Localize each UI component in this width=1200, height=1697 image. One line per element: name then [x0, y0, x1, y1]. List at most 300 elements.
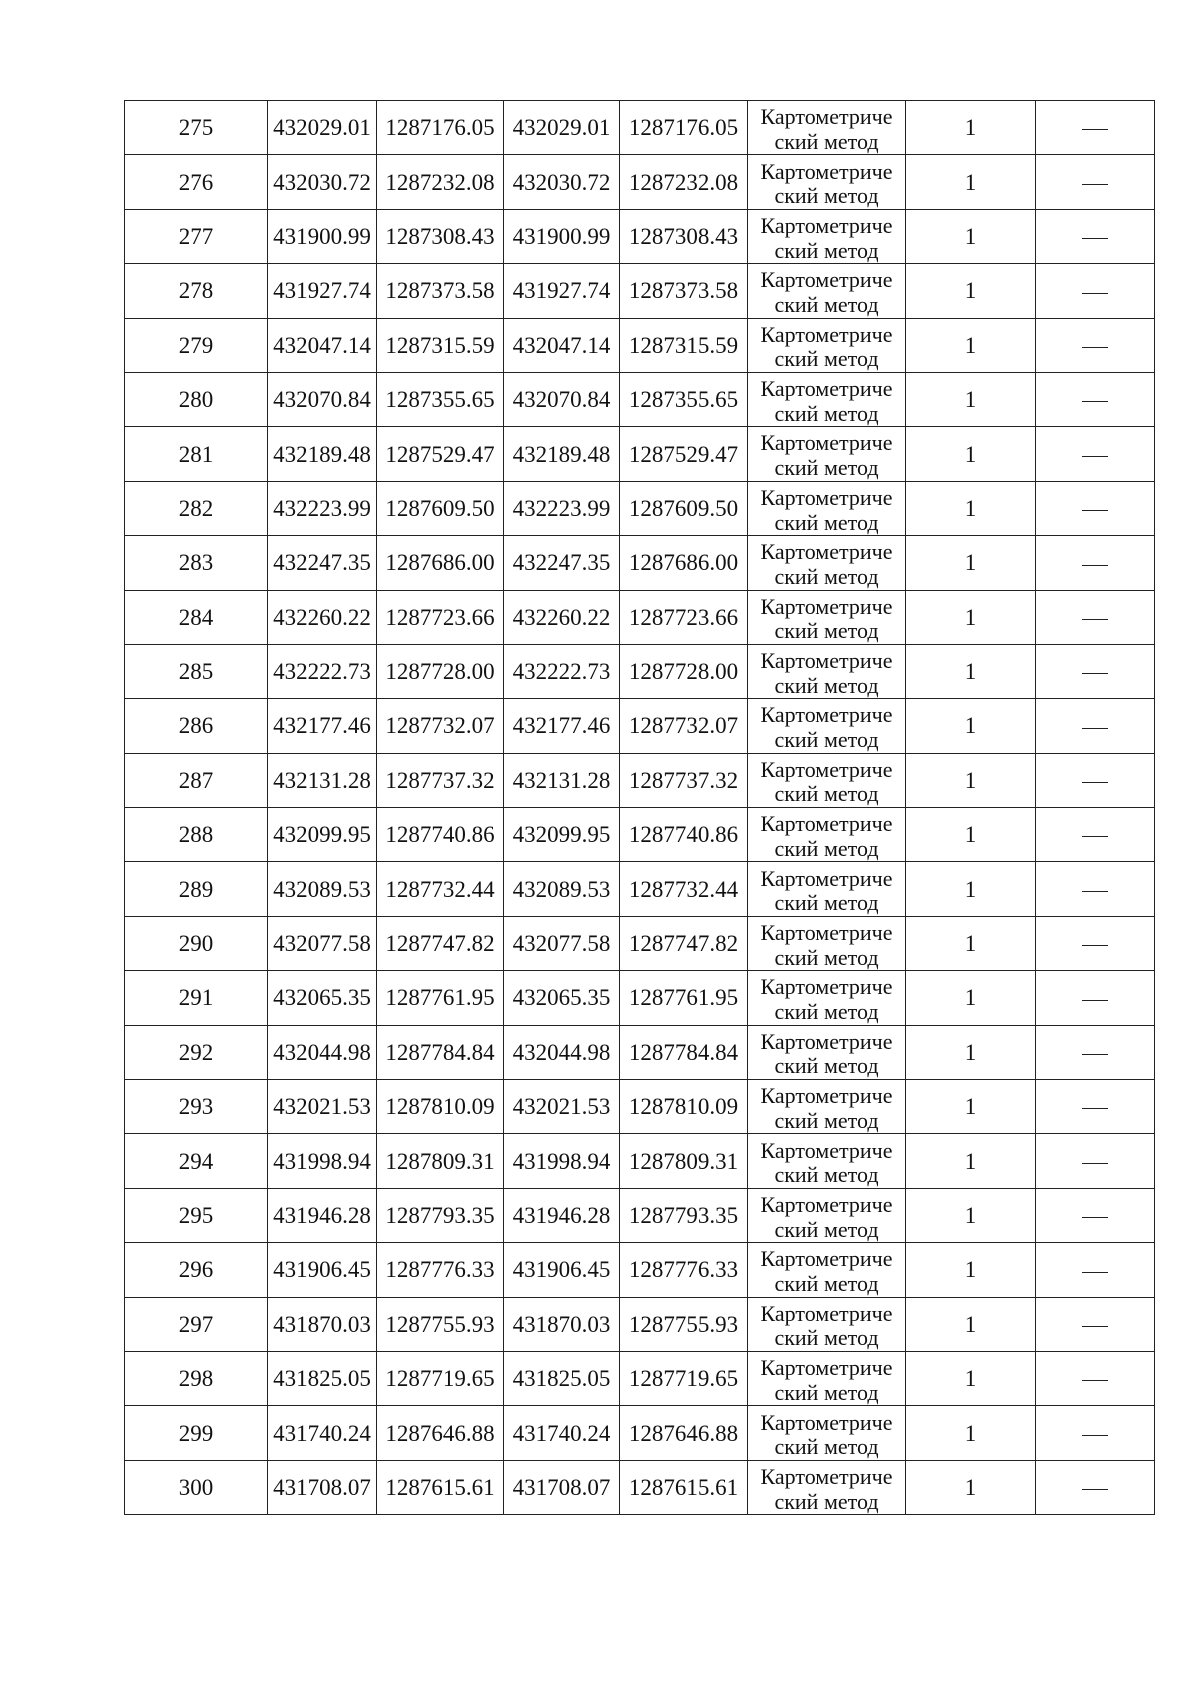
x-existing-cell: 431740.24 — [268, 1406, 377, 1460]
method-text-line2: ский метод — [774, 618, 879, 644]
accuracy-cell: 1 — [906, 644, 1036, 698]
accuracy-cell: 1 — [906, 155, 1036, 209]
em-dash-mark — [1082, 1054, 1108, 1055]
y-existing-cell: 1287755.93 — [377, 1297, 504, 1351]
point-number-cell: 275 — [125, 101, 268, 155]
note-cell — [1036, 155, 1155, 209]
note-cell — [1036, 372, 1155, 426]
method-cell — [748, 318, 906, 372]
method-text-line1: Картометриче — [760, 974, 893, 1000]
x-new-cell: 432089.53 — [504, 862, 620, 916]
point-number-cell: 290 — [125, 916, 268, 970]
x-existing-cell: 431708.07 — [268, 1460, 377, 1514]
method-text-line1: Картометриче — [760, 1028, 893, 1054]
table-row — [125, 644, 1155, 698]
method-cell — [748, 644, 906, 698]
accuracy-cell: 1 — [906, 590, 1036, 644]
method-text-line1: Картометриче — [760, 1300, 893, 1326]
point-number-cell: 291 — [125, 971, 268, 1025]
x-new-cell: 432030.72 — [504, 155, 620, 209]
accuracy-cell: 1 — [906, 209, 1036, 263]
note-cell — [1036, 481, 1155, 535]
method-cell — [748, 1080, 906, 1134]
x-new-cell: 432189.48 — [504, 427, 620, 481]
method-cell — [748, 101, 906, 155]
x-existing-cell: 432065.35 — [268, 971, 377, 1025]
table-row — [125, 209, 1155, 263]
em-dash-mark — [1082, 1163, 1108, 1164]
point-number-cell: 277 — [125, 209, 268, 263]
note-cell — [1036, 862, 1155, 916]
accuracy-cell: 1 — [906, 427, 1036, 481]
em-dash-mark — [1082, 619, 1108, 620]
note-cell — [1036, 1351, 1155, 1405]
table-row — [125, 481, 1155, 535]
note-cell — [1036, 1025, 1155, 1079]
y-existing-cell: 1287810.09 — [377, 1080, 504, 1134]
x-new-cell: 432131.28 — [504, 753, 620, 807]
method-cell — [748, 590, 906, 644]
x-new-cell: 432047.14 — [504, 318, 620, 372]
note-cell — [1036, 590, 1155, 644]
em-dash-mark — [1082, 673, 1108, 674]
y-new-cell: 1287646.88 — [620, 1406, 748, 1460]
method-cell — [748, 808, 906, 862]
y-new-cell: 1287315.59 — [620, 318, 748, 372]
y-new-cell: 1287737.32 — [620, 753, 748, 807]
method-text-line1: Картометриче — [760, 593, 893, 619]
y-existing-cell: 1287315.59 — [377, 318, 504, 372]
point-number-cell: 279 — [125, 318, 268, 372]
y-new-cell: 1287793.35 — [620, 1188, 748, 1242]
table-row — [125, 590, 1155, 644]
y-existing-cell: 1287732.44 — [377, 862, 504, 916]
method-text-line2: ский метод — [774, 1325, 879, 1351]
method-text-line1: Картометриче — [760, 920, 893, 945]
em-dash-mark — [1082, 728, 1108, 729]
em-dash-mark — [1082, 1489, 1108, 1490]
em-dash-mark — [1082, 293, 1108, 294]
method-text-line1: Картометриче — [760, 756, 893, 782]
point-number-cell: 284 — [125, 590, 268, 644]
y-existing-cell: 1287784.84 — [377, 1025, 504, 1079]
point-number-cell: 288 — [125, 808, 268, 862]
x-existing-cell: 431998.94 — [268, 1134, 377, 1188]
accuracy-cell: 1 — [906, 699, 1036, 753]
point-number-cell: 289 — [125, 862, 268, 916]
method-text-line2: ский метод — [774, 509, 879, 535]
x-new-cell: 432099.95 — [504, 808, 620, 862]
em-dash-mark — [1082, 456, 1108, 457]
em-dash-mark — [1082, 401, 1108, 402]
x-existing-cell: 432047.14 — [268, 318, 377, 372]
point-number-cell: 276 — [125, 155, 268, 209]
x-new-cell: 432177.46 — [504, 699, 620, 753]
note-cell — [1036, 427, 1155, 481]
y-new-cell: 1287686.00 — [620, 536, 748, 590]
table-row — [125, 536, 1155, 590]
y-existing-cell: 1287719.65 — [377, 1351, 504, 1405]
y-existing-cell: 1287747.82 — [377, 916, 504, 970]
accuracy-cell: 1 — [906, 971, 1036, 1025]
x-existing-cell: 431946.28 — [268, 1188, 377, 1242]
point-number-cell: 297 — [125, 1297, 268, 1351]
x-new-cell: 432065.35 — [504, 971, 620, 1025]
note-cell — [1036, 699, 1155, 753]
y-new-cell: 1287723.66 — [620, 590, 748, 644]
y-existing-cell: 1287176.05 — [377, 101, 504, 155]
y-new-cell: 1287747.82 — [620, 916, 748, 970]
y-existing-cell: 1287529.47 — [377, 427, 504, 481]
method-cell — [748, 1351, 906, 1405]
point-number-cell: 280 — [125, 372, 268, 426]
x-existing-cell: 432223.99 — [268, 481, 377, 535]
y-new-cell: 1287755.93 — [620, 1297, 748, 1351]
y-existing-cell: 1287732.07 — [377, 699, 504, 753]
method-text-line2: ский метод — [774, 400, 879, 426]
y-existing-cell: 1287793.35 — [377, 1188, 504, 1242]
note-cell — [1036, 1297, 1155, 1351]
y-existing-cell: 1287373.58 — [377, 264, 504, 318]
accuracy-cell: 1 — [906, 536, 1036, 590]
method-text-line1: Картометриче — [760, 702, 893, 728]
em-dash-mark — [1082, 184, 1108, 185]
method-text-line2: ский метод — [774, 1434, 879, 1460]
y-new-cell: 1287728.00 — [620, 644, 748, 698]
note-cell — [1036, 1243, 1155, 1297]
table-row — [125, 1080, 1155, 1134]
method-text-line1: Картометриче — [760, 376, 893, 402]
method-text-line2: ский метод — [774, 291, 879, 317]
y-existing-cell: 1287776.33 — [377, 1243, 504, 1297]
method-text-line1: Картометриче — [760, 1137, 893, 1163]
table-row — [125, 1188, 1155, 1242]
em-dash-mark — [1082, 945, 1108, 946]
accuracy-cell: 1 — [906, 1351, 1036, 1405]
x-existing-cell: 431906.45 — [268, 1243, 377, 1297]
table-body — [125, 101, 1155, 1515]
accuracy-cell: 1 — [906, 1188, 1036, 1242]
x-existing-cell: 431927.74 — [268, 264, 377, 318]
note-cell — [1036, 916, 1155, 970]
method-text-line2: ский метод — [774, 944, 879, 970]
accuracy-cell: 1 — [906, 808, 1036, 862]
table-row — [125, 1351, 1155, 1405]
note-cell — [1036, 971, 1155, 1025]
method-text-line1: Картометриче — [760, 539, 893, 565]
method-text-line2: ский метод — [774, 237, 879, 263]
x-existing-cell: 432177.46 — [268, 699, 377, 753]
y-existing-cell: 1287615.61 — [377, 1460, 504, 1514]
accuracy-cell: 1 — [906, 916, 1036, 970]
method-text-line2: ский метод — [774, 672, 879, 698]
method-text-line1: Картометриче — [760, 430, 893, 456]
note-cell — [1036, 209, 1155, 263]
table-row — [125, 155, 1155, 209]
method-cell — [748, 209, 906, 263]
x-new-cell: 431998.94 — [504, 1134, 620, 1188]
method-text-line2: ский метод — [774, 890, 879, 916]
x-new-cell: 431825.05 — [504, 1351, 620, 1405]
accuracy-cell: 1 — [906, 1080, 1036, 1134]
x-new-cell: 432223.99 — [504, 481, 620, 535]
table-row — [125, 1406, 1155, 1460]
y-new-cell: 1287776.33 — [620, 1243, 748, 1297]
table-row — [125, 971, 1155, 1025]
method-text-line2: ский метод — [774, 183, 879, 209]
em-dash-mark — [1082, 129, 1108, 130]
y-new-cell: 1287784.84 — [620, 1025, 748, 1079]
table-row — [125, 753, 1155, 807]
method-text-line2: ский метод — [774, 1162, 879, 1188]
method-text-line1: Картометриче — [760, 267, 893, 293]
table-row — [125, 372, 1155, 426]
point-number-cell: 286 — [125, 699, 268, 753]
method-text-line1: Картометриче — [760, 321, 893, 347]
point-number-cell: 294 — [125, 1134, 268, 1188]
accuracy-cell: 1 — [906, 101, 1036, 155]
x-new-cell: 432247.35 — [504, 536, 620, 590]
y-new-cell: 1287810.09 — [620, 1080, 748, 1134]
x-new-cell: 431708.07 — [504, 1460, 620, 1514]
y-new-cell: 1287529.47 — [620, 427, 748, 481]
table-row — [125, 427, 1155, 481]
method-text-line2: ский метод — [774, 1053, 879, 1079]
x-new-cell: 431906.45 — [504, 1243, 620, 1297]
table-row — [125, 1243, 1155, 1297]
point-number-cell: 287 — [125, 753, 268, 807]
accuracy-cell: 1 — [906, 1297, 1036, 1351]
y-new-cell: 1287176.05 — [620, 101, 748, 155]
method-cell — [748, 862, 906, 916]
accuracy-cell: 1 — [906, 372, 1036, 426]
x-existing-cell: 432222.73 — [268, 644, 377, 698]
method-text-line2: ский метод — [774, 727, 879, 753]
em-dash-mark — [1082, 836, 1108, 837]
y-new-cell: 1287719.65 — [620, 1351, 748, 1405]
x-new-cell: 431870.03 — [504, 1297, 620, 1351]
accuracy-cell: 1 — [906, 1025, 1036, 1079]
x-existing-cell: 432030.72 — [268, 155, 377, 209]
method-text-line1: Картометриче — [760, 158, 893, 184]
note-cell — [1036, 644, 1155, 698]
x-existing-cell: 432260.22 — [268, 590, 377, 644]
table-row — [125, 699, 1155, 753]
y-existing-cell: 1287809.31 — [377, 1134, 504, 1188]
method-text-line1: Картометриче — [760, 1246, 893, 1272]
x-existing-cell: 432131.28 — [268, 753, 377, 807]
accuracy-cell: 1 — [906, 862, 1036, 916]
em-dash-mark — [1082, 1108, 1108, 1109]
note-cell — [1036, 536, 1155, 590]
y-new-cell: 1287373.58 — [620, 264, 748, 318]
x-new-cell: 432029.01 — [504, 101, 620, 155]
table-row — [125, 1297, 1155, 1351]
y-existing-cell: 1287232.08 — [377, 155, 504, 209]
em-dash-mark — [1082, 565, 1108, 566]
accuracy-cell: 1 — [906, 264, 1036, 318]
method-cell — [748, 427, 906, 481]
note-cell — [1036, 318, 1155, 372]
accuracy-cell: 1 — [906, 318, 1036, 372]
x-new-cell: 432044.98 — [504, 1025, 620, 1079]
y-new-cell: 1287609.50 — [620, 481, 748, 535]
em-dash-mark — [1082, 782, 1108, 783]
accuracy-cell: 1 — [906, 753, 1036, 807]
note-cell — [1036, 1406, 1155, 1460]
method-cell — [748, 1134, 906, 1188]
point-number-cell: 285 — [125, 644, 268, 698]
coordinates-table — [124, 100, 1155, 1515]
x-new-cell: 431740.24 — [504, 1406, 620, 1460]
x-new-cell: 432222.73 — [504, 644, 620, 698]
method-cell — [748, 1297, 906, 1351]
x-existing-cell: 432029.01 — [268, 101, 377, 155]
table-row — [125, 318, 1155, 372]
method-text-line2: ский метод — [774, 1488, 879, 1514]
method-text-line2: ский метод — [774, 346, 879, 372]
point-number-cell: 292 — [125, 1025, 268, 1079]
y-new-cell: 1287355.65 — [620, 372, 748, 426]
accuracy-cell: 1 — [906, 1134, 1036, 1188]
note-cell — [1036, 1460, 1155, 1514]
point-number-cell: 281 — [125, 427, 268, 481]
method-text-line2: ский метод — [774, 835, 879, 861]
y-existing-cell: 1287723.66 — [377, 590, 504, 644]
method-cell — [748, 1025, 906, 1079]
em-dash-mark — [1082, 1217, 1108, 1218]
x-new-cell: 431927.74 — [504, 264, 620, 318]
method-text-line2: ский метод — [774, 781, 879, 807]
x-existing-cell: 432089.53 — [268, 862, 377, 916]
method-text-line2: ский метод — [774, 1270, 879, 1296]
table-row — [125, 862, 1155, 916]
point-number-cell: 299 — [125, 1406, 268, 1460]
table-row — [125, 264, 1155, 318]
x-existing-cell: 432099.95 — [268, 808, 377, 862]
em-dash-mark — [1082, 1000, 1108, 1001]
method-text-line1: Картометриче — [760, 104, 893, 130]
y-new-cell: 1287308.43 — [620, 209, 748, 263]
em-dash-mark — [1082, 891, 1108, 892]
method-cell — [748, 916, 906, 970]
method-text-line2: ский метод — [774, 1216, 879, 1242]
method-text-line2: ский метод — [774, 999, 879, 1025]
table-row — [125, 808, 1155, 862]
y-existing-cell: 1287355.65 — [377, 372, 504, 426]
table-row — [125, 1460, 1155, 1514]
em-dash-mark — [1082, 1435, 1108, 1436]
method-cell — [748, 155, 906, 209]
y-existing-cell: 1287686.00 — [377, 536, 504, 590]
method-text-line1: Картометриче — [760, 865, 893, 891]
table-row — [125, 101, 1155, 155]
method-cell — [748, 264, 906, 318]
x-new-cell: 431946.28 — [504, 1188, 620, 1242]
method-text-line1: Картометриче — [760, 648, 893, 674]
point-number-cell: 296 — [125, 1243, 268, 1297]
x-new-cell: 431900.99 — [504, 209, 620, 263]
accuracy-cell: 1 — [906, 1406, 1036, 1460]
y-new-cell: 1287740.86 — [620, 808, 748, 862]
x-new-cell: 432260.22 — [504, 590, 620, 644]
em-dash-mark — [1082, 1326, 1108, 1327]
y-new-cell: 1287232.08 — [620, 155, 748, 209]
method-text-line1: Картометриче — [760, 1463, 893, 1489]
em-dash-mark — [1082, 347, 1108, 348]
x-existing-cell: 432044.98 — [268, 1025, 377, 1079]
x-existing-cell: 431900.99 — [268, 209, 377, 263]
method-cell — [748, 699, 906, 753]
y-existing-cell: 1287609.50 — [377, 481, 504, 535]
note-cell — [1036, 101, 1155, 155]
y-existing-cell: 1287761.95 — [377, 971, 504, 1025]
method-text-line1: Картометриче — [760, 1355, 893, 1381]
method-text-line1: Картометриче — [760, 1409, 893, 1435]
method-cell — [748, 753, 906, 807]
y-new-cell: 1287809.31 — [620, 1134, 748, 1188]
em-dash-mark — [1082, 1272, 1108, 1273]
method-cell — [748, 1406, 906, 1460]
table-row — [125, 916, 1155, 970]
method-text-line1: Картометриче — [760, 1083, 893, 1109]
x-new-cell: 432070.84 — [504, 372, 620, 426]
x-new-cell: 432021.53 — [504, 1080, 620, 1134]
y-existing-cell: 1287728.00 — [377, 644, 504, 698]
point-number-cell: 298 — [125, 1351, 268, 1405]
method-text-line2: ский метод — [774, 563, 879, 589]
y-existing-cell: 1287308.43 — [377, 209, 504, 263]
x-existing-cell: 431825.05 — [268, 1351, 377, 1405]
method-text-line2: ский метод — [774, 1107, 879, 1133]
point-number-cell: 295 — [125, 1188, 268, 1242]
y-new-cell: 1287615.61 — [620, 1460, 748, 1514]
em-dash-mark — [1082, 510, 1108, 511]
accuracy-cell: 1 — [906, 1243, 1036, 1297]
method-text-line2: ский метод — [774, 1379, 879, 1405]
note-cell — [1036, 1134, 1155, 1188]
y-existing-cell: 1287740.86 — [377, 808, 504, 862]
method-cell — [748, 1243, 906, 1297]
point-number-cell: 278 — [125, 264, 268, 318]
method-text-line1: Картометриче — [760, 212, 893, 238]
method-cell — [748, 536, 906, 590]
accuracy-cell: 1 — [906, 481, 1036, 535]
method-text-line1: Картометриче — [760, 1191, 893, 1217]
x-new-cell: 432077.58 — [504, 916, 620, 970]
note-cell — [1036, 264, 1155, 318]
x-existing-cell: 432247.35 — [268, 536, 377, 590]
x-existing-cell: 432070.84 — [268, 372, 377, 426]
table-row — [125, 1025, 1155, 1079]
y-new-cell: 1287732.07 — [620, 699, 748, 753]
em-dash-mark — [1082, 238, 1108, 239]
note-cell — [1036, 1188, 1155, 1242]
method-cell — [748, 1460, 906, 1514]
x-existing-cell: 432021.53 — [268, 1080, 377, 1134]
x-existing-cell: 432077.58 — [268, 916, 377, 970]
x-existing-cell: 432189.48 — [268, 427, 377, 481]
y-new-cell: 1287761.95 — [620, 971, 748, 1025]
y-existing-cell: 1287646.88 — [377, 1406, 504, 1460]
method-text-line1: Картометриче — [760, 811, 893, 837]
method-text-line2: ский метод — [774, 128, 879, 154]
table-row — [125, 1134, 1155, 1188]
y-new-cell: 1287732.44 — [620, 862, 748, 916]
y-existing-cell: 1287737.32 — [377, 753, 504, 807]
note-cell — [1036, 753, 1155, 807]
accuracy-cell: 1 — [906, 1460, 1036, 1514]
